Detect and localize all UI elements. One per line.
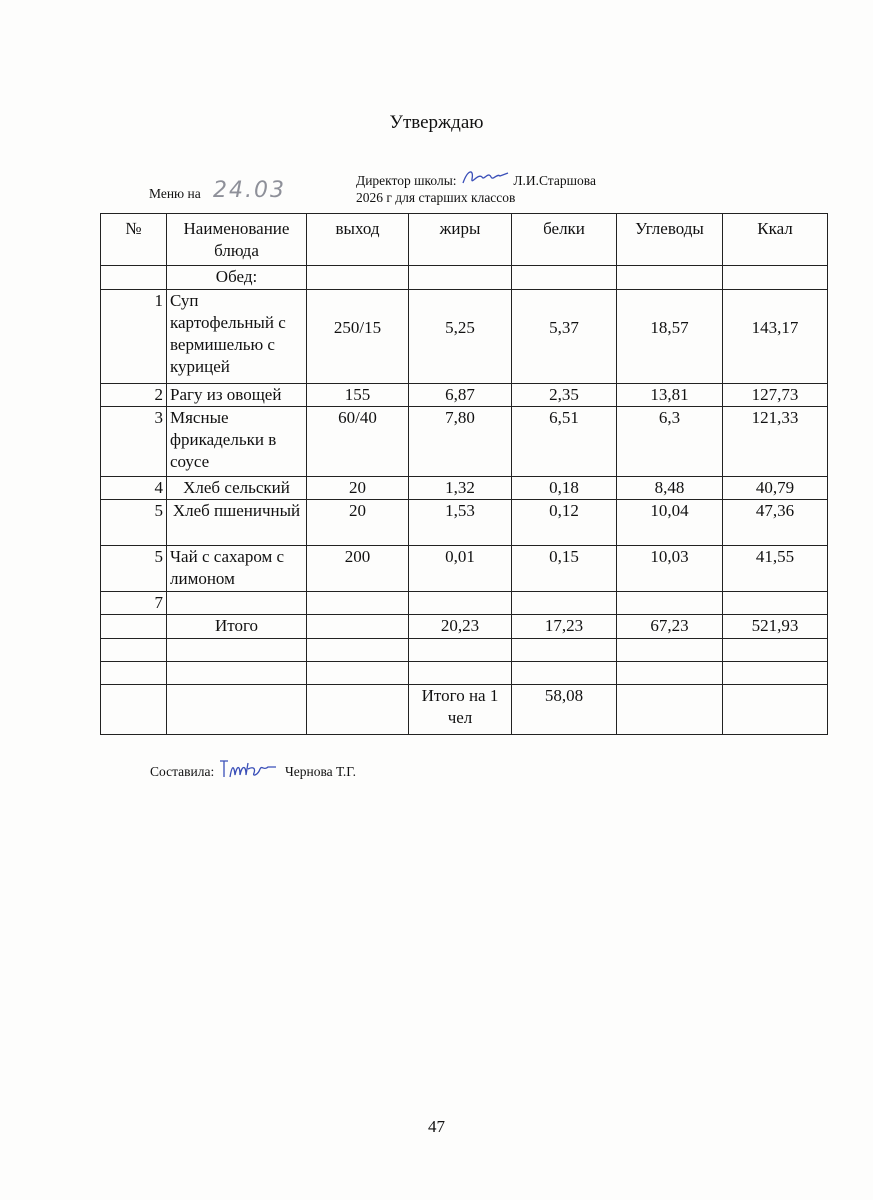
empty-row	[101, 639, 828, 662]
dish-output: 60/40	[307, 407, 409, 477]
dish-output	[307, 592, 409, 615]
total-row	[101, 615, 828, 639]
row-number: 5	[101, 546, 167, 592]
table-row	[101, 407, 828, 477]
dish-protein	[512, 592, 617, 615]
dish-carbs: 13,81	[617, 384, 723, 407]
director-label: Директор школы:	[356, 173, 457, 188]
table-row	[101, 500, 828, 546]
director-block	[356, 167, 596, 206]
dish-protein: 5,37	[512, 290, 617, 384]
row-number: 1	[101, 290, 167, 384]
per-person-row	[101, 685, 828, 735]
dish-output: 200	[307, 546, 409, 592]
row-number: 4	[101, 477, 167, 500]
dish-name: Суп картофельный с вермишелью с курицей	[167, 290, 307, 384]
dish-carbs: 10,03	[617, 546, 723, 592]
dish-carbs: 18,57	[617, 290, 723, 384]
col-header-output: выход	[307, 214, 409, 266]
empty-row	[101, 662, 828, 685]
dish-output: 20	[307, 500, 409, 546]
composer-signature	[218, 757, 282, 781]
dish-kcal: 47,36	[723, 500, 828, 546]
menu-date-label: Меню на	[149, 186, 201, 201]
section-label: Обед:	[167, 266, 307, 290]
per-person-label: Итого на 1 чел	[409, 685, 512, 735]
year-line: 2026 г для старших классов	[356, 190, 516, 205]
page-number: 47	[428, 1117, 445, 1136]
composed-label: Составила:	[150, 764, 215, 779]
col-header-kcal: Ккал	[723, 214, 828, 266]
dish-output: 250/15	[307, 290, 409, 384]
col-header-protein: белки	[512, 214, 617, 266]
dish-kcal: 121,33	[723, 407, 828, 477]
dish-kcal: 40,79	[723, 477, 828, 500]
dish-name: Чай с сахаром с лимоном	[167, 546, 307, 592]
row-number: 3	[101, 407, 167, 477]
menu-date-handwritten: 24.03	[213, 178, 286, 203]
dish-carbs: 6,3	[617, 407, 723, 477]
dish-fat: 6,87	[409, 384, 512, 407]
dish-protein: 2,35	[512, 384, 617, 407]
col-header-number: №	[101, 214, 167, 266]
dish-kcal	[723, 592, 828, 615]
table-row	[101, 477, 828, 500]
row-number: 2	[101, 384, 167, 407]
dish-protein: 0,12	[512, 500, 617, 546]
row-number: 7	[101, 592, 167, 615]
col-header-name: Наименование блюда	[167, 214, 307, 266]
dish-carbs: 10,04	[617, 500, 723, 546]
col-header-carbs: Углеводы	[617, 214, 723, 266]
table-row	[101, 290, 828, 384]
col-header-fat: жиры	[409, 214, 512, 266]
section-row	[101, 266, 828, 290]
table-row	[101, 546, 828, 592]
total-carbs: 67,23	[617, 615, 723, 639]
dish-name: Хлеб сельский	[167, 477, 307, 500]
dish-kcal: 41,55	[723, 546, 828, 592]
table-header-row	[101, 214, 828, 266]
table-row	[101, 592, 828, 615]
dish-fat: 1,32	[409, 477, 512, 500]
approval-title: Утверждаю	[389, 112, 484, 133]
dish-protein: 0,15	[512, 546, 617, 592]
dish-kcal: 127,73	[723, 384, 828, 407]
dish-fat: 1,53	[409, 500, 512, 546]
dish-fat: 0,01	[409, 546, 512, 592]
director-signature	[460, 167, 510, 189]
dish-protein: 6,51	[512, 407, 617, 477]
dish-output: 20	[307, 477, 409, 500]
dish-carbs	[617, 592, 723, 615]
total-label: Итого	[167, 615, 307, 639]
dish-name	[167, 592, 307, 615]
row-number: 5	[101, 500, 167, 546]
total-protein: 17,23	[512, 615, 617, 639]
dish-output: 155	[307, 384, 409, 407]
menu-table	[100, 213, 828, 735]
dish-fat	[409, 592, 512, 615]
dish-name: Рагу из овощей	[167, 384, 307, 407]
dish-name: Мясные фрикадельки в соусе	[167, 407, 307, 477]
total-kcal: 521,93	[723, 615, 828, 639]
director-name: Л.И.Старшова	[513, 173, 596, 188]
composed-by	[150, 757, 356, 781]
table-row	[101, 384, 828, 407]
dish-protein: 0,18	[512, 477, 617, 500]
composer-name: Чернова Т.Г.	[284, 764, 356, 779]
dish-kcal: 143,17	[723, 290, 828, 384]
dish-name: Хлеб пшеничный	[167, 500, 307, 546]
per-person-value: 58,08	[512, 685, 617, 735]
dish-fat: 5,25	[409, 290, 512, 384]
total-fat: 20,23	[409, 615, 512, 639]
dish-carbs: 8,48	[617, 477, 723, 500]
dish-fat: 7,80	[409, 407, 512, 477]
